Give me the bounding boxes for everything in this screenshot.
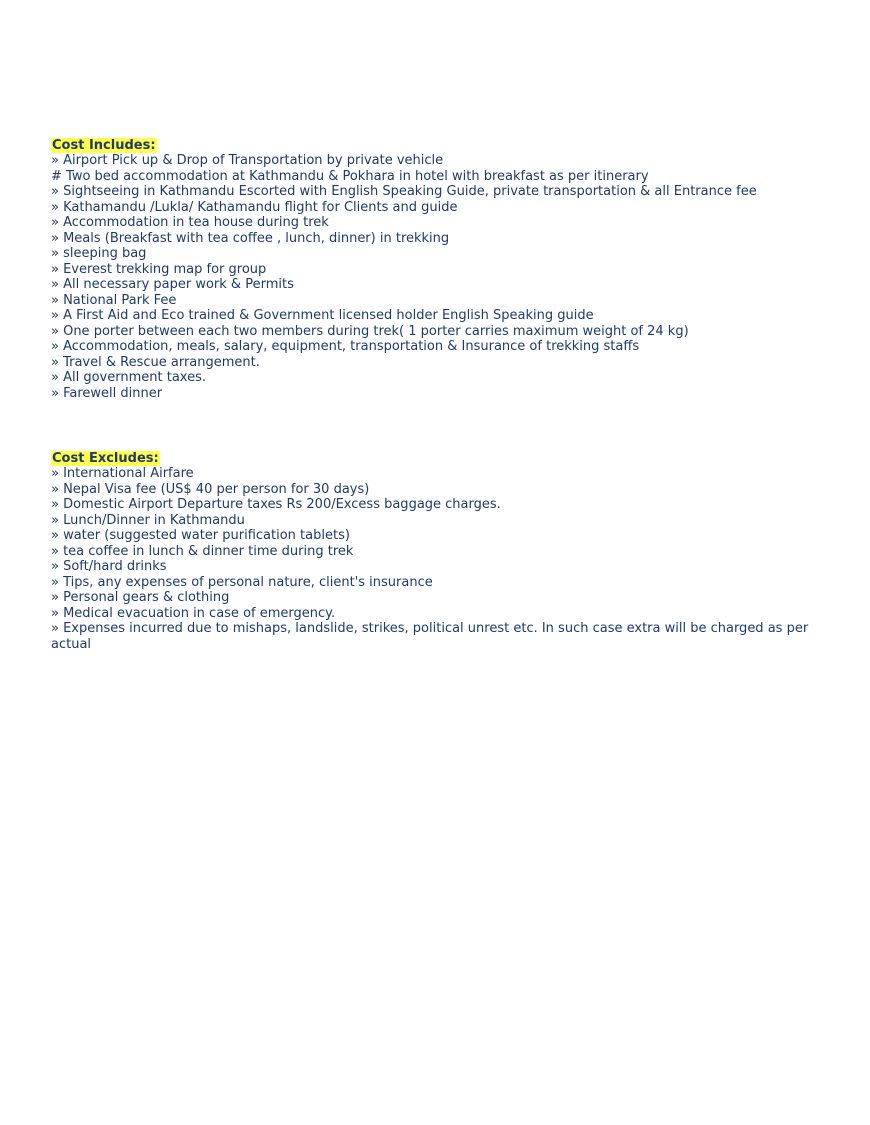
- list-item: » All necessary paper work & Permits: [51, 277, 294, 292]
- list-item: » One porter between each two members during trek( 1 porter carries maximum weight of 24 kg): [51, 323, 689, 339]
- list-item: » Sightseeing in Kathmandu Escorted with English Speaking Guide, private transportation & all Entrance fee: [51, 184, 757, 199]
- cost-excludes-list: [51, 466, 821, 652]
- list-item: » A First Aid and Eco trained & Government licensed holder English Speaking guide: [51, 308, 594, 323]
- list-item: » Travel & Rescue arrangement.: [51, 354, 260, 370]
- list-item: » Meals (Breakfast with tea coffee , lunch, dinner) in trekking: [51, 230, 450, 246]
- cost-includes-section: [51, 134, 821, 401]
- list-item: » Farewell dinner: [51, 385, 163, 401]
- list-item: » Accommodation in tea house during trek: [51, 215, 329, 230]
- list-item: » Lunch/Dinner in Kathmandu: [51, 512, 245, 528]
- list-item: » sleeping bag: [51, 246, 147, 261]
- list-item: » Airport Pick up & Drop of Transportation by private vehicle: [51, 153, 444, 168]
- document-page: [51, 134, 821, 652]
- list-item: » International Airfare: [51, 466, 194, 481]
- list-item: » National Park Fee: [51, 292, 177, 308]
- list-item: » Accommodation, meals, salary, equipment, transportation & Insurance of trekking staffs: [51, 339, 640, 354]
- list-item: » water (suggested water purification tablets): [51, 528, 350, 543]
- list-item: » Soft/hard drinks: [51, 559, 167, 574]
- list-item: » Personal gears & clothing: [51, 590, 230, 605]
- list-item: » Everest trekking map for group: [51, 261, 267, 277]
- cost-includes-heading: Cost Includes:: [52, 138, 156, 153]
- list-item: » Tips, any expenses of personal nature, client's insurance: [51, 574, 433, 590]
- cost-excludes-heading: Cost Excludes:: [52, 451, 159, 466]
- cost-excludes-section: [51, 447, 821, 652]
- list-item: # Two bed accommodation at Kathmandu & Pokhara in hotel with breakfast as per itinerary: [51, 168, 649, 184]
- list-item: » tea coffee in lunch & dinner time during trek: [51, 543, 354, 559]
- list-item: » Medical evacuation in case of emergency.: [51, 605, 336, 621]
- list-item: » Kathamandu /Lukla/ Kathamandu flight for Clients and guide: [51, 199, 458, 215]
- list-item: » Expenses incurred due to mishaps, landslide, strikes, political unrest etc. In such case extra will be charged as per actual: [51, 621, 813, 652]
- list-item: » Nepal Visa fee (US$ 40 per person for 30 days): [51, 481, 370, 497]
- cost-includes-list: [51, 153, 821, 401]
- list-item: » Domestic Airport Departure taxes Rs 200/Excess baggage charges.: [51, 497, 501, 512]
- list-item: » All government taxes.: [51, 370, 206, 385]
